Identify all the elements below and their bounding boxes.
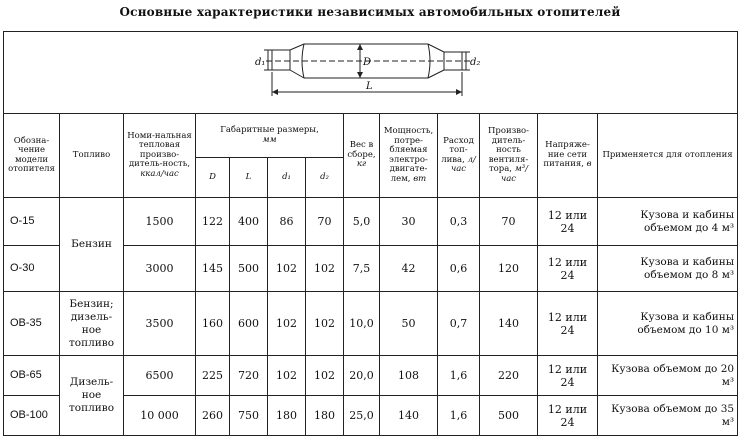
d2-label: d₂ [470, 57, 481, 68]
fuel-cell: Бензин; дизель-ное топливо [60, 292, 124, 356]
col-application: Применяется для отопления [598, 114, 738, 198]
d2-cell: 102 [306, 292, 344, 356]
col-d1: d₁ [268, 158, 306, 198]
motor-cell: 42 [380, 246, 438, 292]
L-cell: 500 [230, 246, 268, 292]
motor-cell: 30 [380, 198, 438, 246]
consumption-cell: 0,3 [438, 198, 480, 246]
d2-cell: 102 [306, 356, 344, 396]
application-cell: Кузова объемом до 20 м³ [598, 356, 738, 396]
col-motor: Мощность, потре-бляемая электро-двигате-лем, вт [380, 114, 438, 198]
D-cell: 145 [196, 246, 230, 292]
fuel-cell: Бензин [60, 198, 124, 292]
fan-cell: 220 [480, 356, 538, 396]
weight-cell: 7,5 [344, 246, 380, 292]
motor-cell: 108 [380, 356, 438, 396]
model-cell: ОВ-65 [4, 356, 60, 396]
L-cell: 600 [230, 292, 268, 356]
col-fan: Произво-дитель-ность вентиля-тора, м³/час [480, 114, 538, 198]
D-cell: 160 [196, 292, 230, 356]
L-cell: 400 [230, 198, 268, 246]
page-title: Основные характеристики независимых автомобильных отопителей [119, 5, 621, 19]
motor-cell: 50 [380, 292, 438, 356]
d2-cell: 180 [306, 396, 344, 436]
D-cell: 225 [196, 356, 230, 396]
voltage-cell: 12 или 24 [538, 198, 598, 246]
col-power: Номи-нальная тепловая произво-дитель-ность, ккал/час [124, 114, 196, 198]
consumption-cell: 0,7 [438, 292, 480, 356]
col-fuel: Топливо [60, 114, 124, 198]
col-weight: Вес в сборе, кг [344, 114, 380, 198]
heater-diagram-cell [4, 32, 738, 114]
fan-cell: 500 [480, 396, 538, 436]
weight-cell: 5,0 [344, 198, 380, 246]
D-label: D [363, 57, 372, 68]
weight-cell: 25,0 [344, 396, 380, 436]
model-cell: ОВ-35 [4, 292, 60, 356]
col-L: L [230, 158, 268, 198]
d1-cell: 102 [268, 246, 306, 292]
power-cell: 1500 [124, 198, 196, 246]
voltage-cell: 12 или 24 [538, 356, 598, 396]
model-cell: ОВ-100 [4, 396, 60, 436]
heater-outline-diagram [4, 32, 738, 109]
d1-label: d₁ [255, 57, 266, 68]
d1-cell: 102 [268, 292, 306, 356]
col-dims: Габаритные размеры, мм [196, 114, 344, 158]
L-cell: 720 [230, 356, 268, 396]
application-cell: Кузова объемом до 35 м³ [598, 396, 738, 436]
heater-specs-table [3, 31, 738, 436]
motor-cell: 140 [380, 396, 438, 436]
d1-cell: 102 [268, 356, 306, 396]
weight-cell: 10,0 [344, 292, 380, 356]
consumption-cell: 0,6 [438, 246, 480, 292]
d2-cell: 102 [306, 246, 344, 292]
table-row [4, 356, 738, 396]
application-cell: Кузова и кабины объемом до 4 м³ [598, 198, 738, 246]
fan-cell: 70 [480, 198, 538, 246]
power-cell: 10 000 [124, 396, 196, 436]
col-d2: d₂ [306, 158, 344, 198]
d1-cell: 180 [268, 396, 306, 436]
voltage-cell: 12 или 24 [538, 246, 598, 292]
L-cell: 750 [230, 396, 268, 436]
D-cell: 260 [196, 396, 230, 436]
col-voltage: Напряже-ние сети питания, в [538, 114, 598, 198]
voltage-cell: 12 или 24 [538, 396, 598, 436]
fan-cell: 120 [480, 246, 538, 292]
d1-cell: 86 [268, 198, 306, 246]
application-cell: Кузова и кабины объемом до 8 м³ [598, 246, 738, 292]
model-cell: О-15 [4, 198, 60, 246]
D-cell: 122 [196, 198, 230, 246]
table-row [4, 198, 738, 246]
col-D: D [196, 158, 230, 198]
weight-cell: 20,0 [344, 356, 380, 396]
L-label: L [366, 81, 373, 92]
voltage-cell: 12 или 24 [538, 292, 598, 356]
application-cell: Кузова и кабины объемом до 10 м³ [598, 292, 738, 356]
consumption-cell: 1,6 [438, 396, 480, 436]
d2-cell: 70 [306, 198, 344, 246]
model-cell: О-30 [4, 246, 60, 292]
col-consumption: Расход топ-лива, л/час [438, 114, 480, 198]
fan-cell: 140 [480, 292, 538, 356]
table-row [4, 292, 738, 356]
power-cell: 3000 [124, 246, 196, 292]
col-model: Обозна-чение модели отопителя [4, 114, 60, 198]
power-cell: 3500 [124, 292, 196, 356]
power-cell: 6500 [124, 356, 196, 396]
fuel-cell: Дизель-ное топливо [60, 356, 124, 436]
consumption-cell: 1,6 [438, 356, 480, 396]
